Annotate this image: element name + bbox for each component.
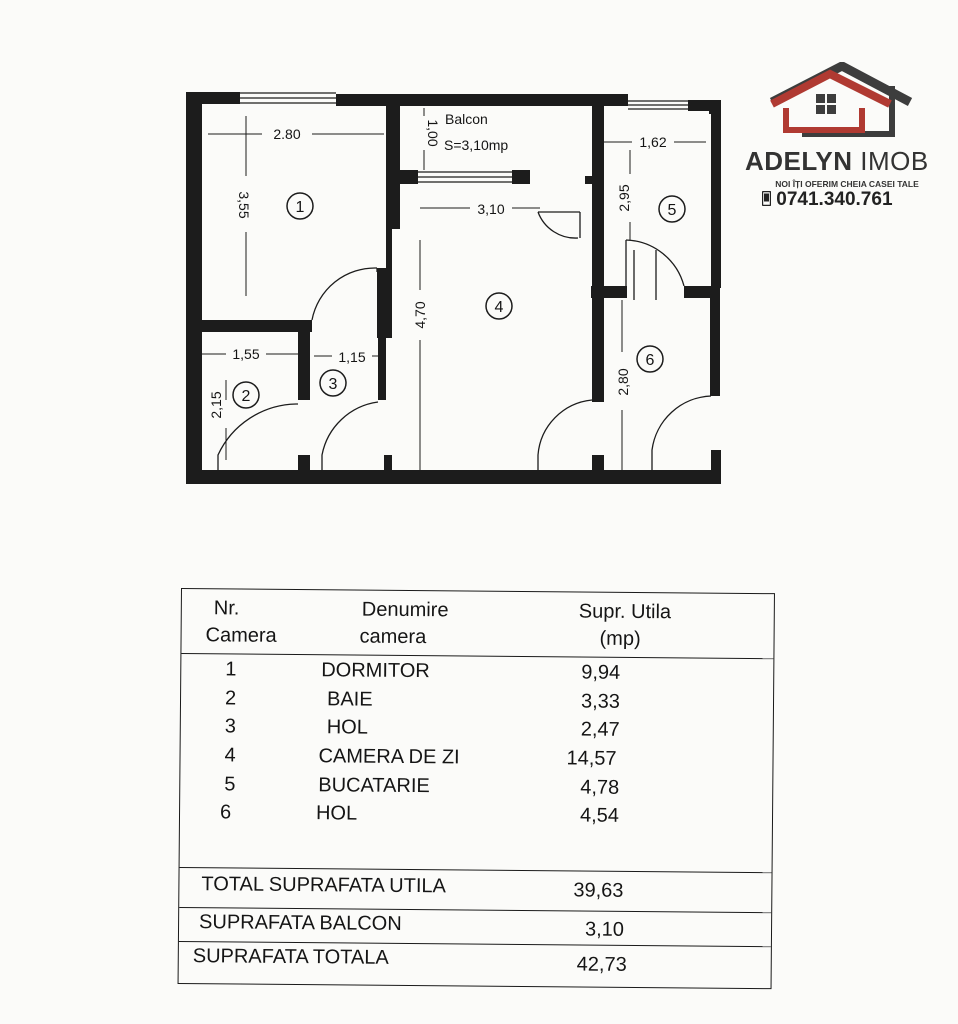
door-balcony-inner — [538, 212, 580, 238]
row-name: CAMERA DE ZI — [318, 745, 460, 769]
room-number-6: 6 — [645, 352, 655, 369]
window-icon — [816, 94, 825, 103]
row-nr: 4 — [224, 744, 236, 767]
row-area: 4,54 — [579, 804, 620, 827]
row-nr: 6 — [219, 801, 232, 824]
wall-r1-r2 — [186, 320, 312, 332]
row-nr: 5 — [224, 773, 236, 796]
wall-r4-r5 — [592, 102, 604, 402]
total-label: TOTAL SUPRAFATA UTILA — [201, 873, 447, 898]
total-value: 3,10 — [584, 918, 625, 941]
header-nr-line1: Nr. — [213, 597, 240, 620]
phone-icon — [762, 191, 771, 206]
total-value: 39,63 — [573, 879, 624, 902]
doors — [218, 212, 711, 470]
dim-r1-width: 2.80 — [273, 126, 301, 142]
wall-r3-r4 — [378, 338, 386, 400]
wall-left — [186, 92, 202, 482]
door-room-1 — [312, 268, 377, 320]
wall-r5-r6-left — [591, 286, 627, 298]
wall-r1-r4-lower — [377, 268, 392, 338]
wall-balcony-right — [512, 170, 530, 184]
balcony-door — [418, 172, 512, 182]
house-icon — [742, 62, 942, 144]
wall-r2-r3 — [298, 332, 310, 400]
dim-r6-height: 2,80 — [615, 368, 631, 396]
row-name: HOL — [326, 716, 369, 739]
window-room-1 — [240, 93, 336, 103]
dim-r5-width: 1,62 — [639, 134, 667, 150]
row-name: HOL — [315, 802, 358, 825]
header-name-line2: camera — [359, 625, 427, 649]
row-name: DORMITOR — [321, 659, 430, 683]
row-name: BAIE — [326, 688, 373, 711]
total-value: 42,73 — [576, 953, 627, 976]
wall-top-middle — [336, 94, 628, 106]
header-area-line1: Supr. Utila — [578, 600, 672, 624]
row-area: 9,94 — [581, 661, 621, 684]
phone-number — [762, 189, 893, 211]
dim-balcony-depth: 1,00 — [425, 119, 441, 147]
row-area: 3,33 — [580, 690, 621, 713]
total-label: SUPRAFATA BALCON — [198, 911, 402, 935]
row-name: BUCATARIE — [318, 774, 430, 798]
dimension-lines — [202, 108, 706, 470]
row-area: 4,78 — [580, 776, 620, 799]
wall-r1-r4-upper-thin — [386, 229, 392, 269]
door-room-2 — [218, 404, 298, 470]
window-room-5 — [628, 101, 688, 109]
wall-right-upper — [711, 110, 721, 288]
room-number-2: 2 — [241, 388, 251, 405]
wall-right-mid — [710, 288, 720, 396]
door-room-4 — [538, 400, 592, 470]
company-logo — [742, 62, 942, 212]
dim-r4-width: 3,10 — [477, 201, 505, 217]
room-number-4: 4 — [494, 299, 504, 316]
dim-r2-height: 2,15 — [208, 391, 224, 419]
room-number-3: 3 — [328, 376, 338, 393]
brand-name — [745, 146, 941, 177]
room-number-5: 5 — [667, 202, 677, 219]
phone-text: 0741.340.761 — [776, 189, 893, 210]
row-area: 14,57 — [566, 747, 617, 770]
row-nr: 2 — [224, 687, 237, 710]
wall-r4-r6-bottom — [592, 455, 604, 479]
dim-r5-height: 2,95 — [616, 184, 632, 212]
dim-r1-height: 3,55 — [236, 191, 252, 219]
header-name-line1: Denumire — [361, 598, 449, 622]
wall-r5-r6-right — [684, 286, 720, 298]
wall-r3-r4-bottom — [384, 455, 392, 479]
wall-balcony-left — [400, 170, 418, 184]
total-label: SUPRAFATA TOTALA — [192, 945, 389, 969]
dim-r2-width: 1,55 — [232, 346, 260, 362]
door-room-5 — [626, 240, 684, 286]
wall-r1-r4-upper — [386, 103, 400, 229]
row-area: 2,47 — [580, 718, 620, 741]
row-nr: 3 — [224, 715, 237, 738]
header-area-line2: (mp) — [599, 627, 641, 651]
room-number-1: 1 — [295, 199, 305, 216]
wall-r2-r3-bottom — [298, 455, 310, 479]
balcony-label: Balcon — [445, 111, 488, 127]
door-room-6 — [652, 396, 711, 470]
passage-lines — [634, 250, 656, 300]
wall-bottom — [186, 470, 720, 484]
totals-divider — [180, 867, 772, 873]
brand-bold: ADELYN — [745, 146, 853, 176]
brand-light: IMOB — [860, 146, 929, 176]
dim-r3-width: 1,15 — [338, 349, 366, 365]
balcony-area: S=3,10mp — [444, 137, 509, 153]
header-nr-line2: Camera — [205, 624, 277, 647]
tagline: NOI ÎȚI OFERIM CHEIA CASEI TALE — [775, 179, 919, 189]
row-nr: 1 — [225, 658, 237, 681]
wall-r4-r5-notch — [585, 176, 597, 184]
door-room-3 — [322, 402, 378, 470]
header-divider — [181, 653, 773, 659]
area-table — [178, 588, 775, 989]
dim-r4-height: 4,70 — [412, 301, 428, 329]
